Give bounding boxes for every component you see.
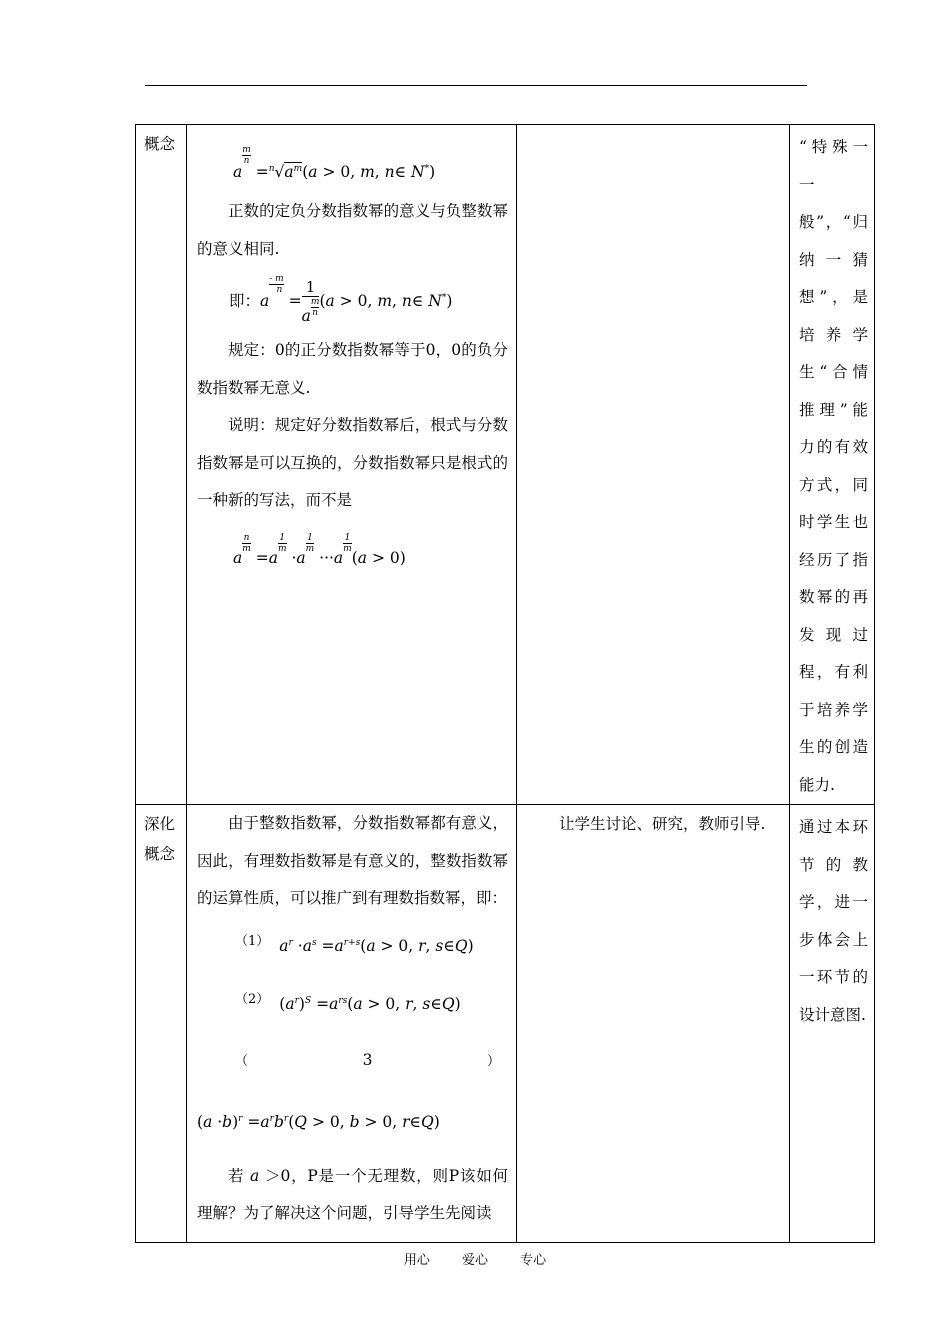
activity-text: 让学生讨论、研究，教师引导. <box>559 815 766 833</box>
stage-label: 深化概念 <box>144 815 176 863</box>
content-cell <box>187 125 517 805</box>
paragraph: 规定：0的正分数指数幂等于0，0的负分数指数幂无意义. <box>197 341 508 397</box>
intent-cell <box>790 805 875 1243</box>
design-intent-text: “特殊一一般”，“归纳一猜想”，是培养学生“合情推理”能力的有效方式，同时学生也经历了指数幂的再发现过程，有利于培养学生的创造能力. <box>799 138 868 794</box>
table-row <box>136 805 875 1243</box>
rule-3: $(a \cdot b)^r =a^rb^r(Q > 0$, b > 0, r∈Q) <box>197 1112 440 1131</box>
rule-1: （1） $a^r \cdot a^s =a^{r+s}(a > 0$, r, s∈Q) <box>235 934 474 955</box>
content-cell <box>187 805 517 1243</box>
activity-cell <box>517 125 790 805</box>
rule-3-number: （ 3 ） <box>235 1050 500 1069</box>
prefix-text: 即： <box>229 292 261 310</box>
formula-not-equal-product: a $\frac{n}{m}$ =a $\frac{1}{m}$ ·a $\frac{1}{m}$ ···a $\frac{1}{m}$ (a > 0) <box>233 532 406 567</box>
design-intent-text: 通过本环节的教学，进一步体会上一环节的设计意图. <box>799 818 868 1024</box>
footer-text: 专心 <box>520 1253 547 1268</box>
stage-cell <box>136 805 187 1243</box>
activity-cell <box>517 805 790 1243</box>
formula-positive-fraction-power: a $\frac{m}{n}$ $=^n√a^m(a > 0$, m, n∈ N*) <box>233 145 436 181</box>
stage-cell <box>136 125 187 805</box>
footer-text: 用心 <box>403 1253 430 1268</box>
rule-2: （2） $(a^r)^S =a^{rs}(a > 0$, r, s∈Q) <box>235 992 461 1013</box>
paragraph: 正数的定负分数指数幂的意义与负整数幂的意义相同. <box>197 202 508 258</box>
intent-cell <box>790 125 875 805</box>
header-rule <box>145 85 807 86</box>
page-footer <box>0 1249 950 1268</box>
lesson-table <box>135 124 875 1243</box>
formula-negative-fraction-power: 即： a $\frac{- m}{n}$ = 1 a $\frac{m}{n}$ (a > 0, m, n∈ N*) <box>229 274 453 325</box>
paragraph: 若 a ＞0，P是一个无理数，则P该如何理解？为了解决这个问题，引导学生先阅读 <box>197 1166 508 1222</box>
table-row <box>136 125 875 805</box>
paragraph: 由于整数指数幂，分数指数幂都有意义，因此，有理数指数幂是有意义的，整数指数幂的运算性质，可以推广到有理数指数幂，即： <box>197 814 508 907</box>
stage-label: 概念 <box>144 135 176 153</box>
footer-text: 爱心 <box>461 1253 488 1268</box>
paragraph: 说明：规定好分数指数幂后，根式与分数指数幂是可以互换的，分数指数幂只是根式的一种新的写法，而不是 <box>197 416 508 509</box>
